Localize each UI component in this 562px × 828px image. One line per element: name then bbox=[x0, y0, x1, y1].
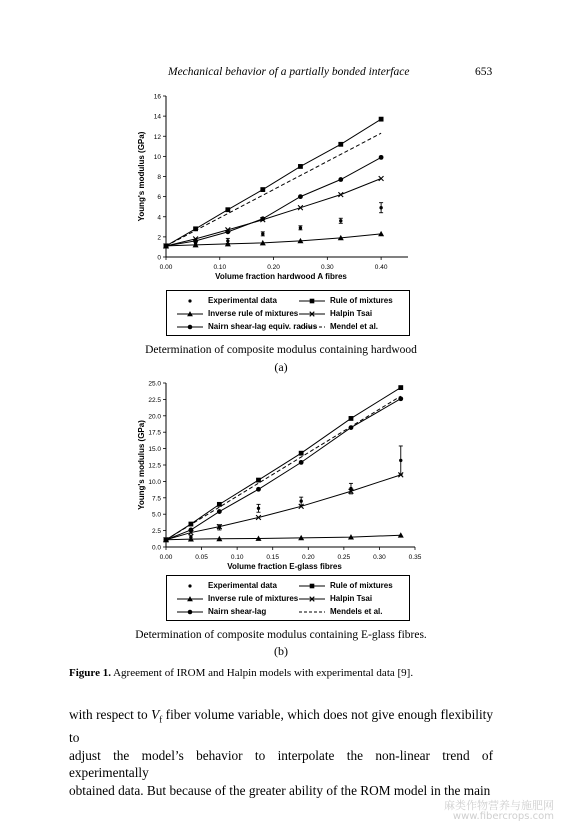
x-tick-label: 0.35 bbox=[408, 554, 422, 561]
series-rule-of-mixtures bbox=[164, 117, 384, 249]
figure-caption-text: Agreement of IROM and Halpin models with experimental data [9]. bbox=[110, 667, 414, 679]
legend-swatch bbox=[297, 594, 327, 604]
y-tick-label: 20.0 bbox=[148, 413, 161, 421]
y-tick-label: 10 bbox=[153, 153, 161, 161]
data-point bbox=[260, 187, 265, 192]
legend-marker bbox=[188, 325, 193, 330]
x-tick-label: 0.20 bbox=[267, 264, 280, 271]
figure-caption bbox=[69, 667, 413, 679]
legend-label: Inverse rule of mixtures bbox=[208, 594, 299, 603]
page-number: 653 bbox=[475, 66, 493, 78]
y-tick-label: 7.5 bbox=[151, 495, 161, 503]
data-point bbox=[349, 425, 354, 430]
series-nairn-shear-lag-equiv-radius bbox=[164, 155, 384, 248]
x-tick-label: 0.30 bbox=[373, 554, 386, 561]
legend-label: Experimental data bbox=[208, 581, 277, 590]
data-point bbox=[226, 239, 229, 242]
x-tick-label: 0.25 bbox=[337, 554, 351, 561]
data-point bbox=[338, 142, 343, 147]
data-point bbox=[379, 176, 384, 181]
y-tick-label: 2 bbox=[157, 234, 161, 242]
data-point bbox=[378, 231, 384, 236]
legend-marker bbox=[310, 584, 315, 589]
legend-label: Halpin Tsai bbox=[330, 309, 373, 318]
legend-swatch bbox=[297, 581, 327, 591]
y-tick-label: 6 bbox=[157, 194, 161, 202]
series-line bbox=[166, 388, 401, 540]
series-mendel-et-al bbox=[166, 133, 381, 246]
series-line bbox=[166, 396, 401, 540]
caption-e-glass: Determination of composite modulus containing E-glass fibres. bbox=[135, 629, 427, 641]
watermark-url: www.fibercrops.com bbox=[452, 811, 554, 822]
figure-label: Figure 1. bbox=[69, 667, 111, 679]
running-title: Mechanical behavior of a partially bonded interface bbox=[168, 66, 410, 78]
y-tick-label: 22.5 bbox=[148, 396, 161, 404]
legend-marker bbox=[188, 610, 193, 615]
y-axis-label: Young's modulus (GPa) bbox=[137, 131, 146, 222]
legend-swatch bbox=[297, 296, 327, 306]
legend-swatch bbox=[297, 607, 327, 617]
y-tick-label: 15.0 bbox=[148, 446, 161, 454]
legend-marker bbox=[310, 299, 315, 304]
legend-marker bbox=[188, 299, 191, 302]
data-point bbox=[261, 232, 264, 235]
data-point bbox=[379, 117, 384, 122]
data-point bbox=[399, 459, 402, 462]
series-inverse-rule-of-mixtures bbox=[163, 532, 404, 542]
data-point bbox=[349, 416, 354, 421]
x-tick-label: 0.10 bbox=[213, 264, 227, 271]
data-point bbox=[298, 194, 303, 199]
series-nairn-shear-lag bbox=[164, 396, 404, 542]
y-tick-label: 14 bbox=[153, 113, 161, 121]
legend-label: Mendels et al. bbox=[330, 607, 383, 616]
y-axis-label: Young's modulus (GPa) bbox=[137, 420, 146, 510]
series-line bbox=[166, 535, 401, 540]
x-tick-label: 0.00 bbox=[159, 264, 173, 271]
x-axis-label: Volume fraction hardwood A fibres bbox=[215, 272, 347, 281]
legend-label: Nairn shear-lag bbox=[208, 607, 267, 616]
data-point bbox=[379, 206, 382, 209]
data-point bbox=[299, 460, 304, 465]
legend-swatch bbox=[175, 309, 205, 319]
y-tick-label: 25.0 bbox=[148, 380, 161, 388]
body-line-3: obtained data. But because of the greater ability of the ROM model in the main bbox=[69, 782, 491, 798]
data-point bbox=[217, 509, 222, 514]
data-point bbox=[349, 487, 352, 490]
chart-hardwood bbox=[0, 86, 562, 286]
legend-label: Rule of mixtures bbox=[330, 296, 393, 305]
data-point bbox=[217, 502, 222, 507]
legend-swatch bbox=[175, 581, 205, 591]
y-tick-label: 8 bbox=[157, 174, 161, 181]
data-point bbox=[338, 177, 343, 182]
data-point bbox=[398, 396, 403, 401]
data-point bbox=[398, 385, 403, 390]
series-line bbox=[166, 119, 381, 246]
data-point bbox=[299, 451, 304, 456]
caption-hardwood: Determination of composite modulus containing hardwood bbox=[145, 344, 417, 356]
legend-swatch bbox=[175, 594, 205, 604]
legend-hardwood bbox=[166, 290, 410, 336]
data-point bbox=[164, 244, 167, 247]
series-rule-of-mixtures bbox=[164, 385, 404, 542]
series-line bbox=[166, 157, 381, 246]
data-point bbox=[256, 487, 261, 492]
data-point bbox=[339, 219, 342, 222]
data-point bbox=[299, 499, 302, 502]
sub-label-a: (a) bbox=[274, 360, 288, 374]
x-tick-label: 0.15 bbox=[266, 554, 280, 561]
legend-label: Inverse rule of mixtures bbox=[208, 309, 299, 318]
y-tick-label: 12 bbox=[153, 133, 161, 141]
x-tick-label: 0.00 bbox=[159, 554, 173, 561]
y-tick-label: 12.5 bbox=[148, 462, 161, 470]
sub-label-b: (b) bbox=[274, 644, 288, 658]
x-tick-label: 0.05 bbox=[195, 554, 208, 561]
data-point bbox=[218, 526, 221, 529]
y-tick-label: 0.0 bbox=[151, 544, 161, 552]
legend-label: Nairn shear-lag equiv. radius bbox=[208, 322, 318, 331]
page-header bbox=[0, 66, 562, 82]
series-mendels-et-al bbox=[166, 396, 401, 540]
watermark-cn: 麻类作物营养与施肥网 bbox=[444, 799, 554, 812]
body-paragraph bbox=[69, 706, 493, 799]
y-tick-label: 17.5 bbox=[148, 429, 161, 437]
data-point bbox=[379, 155, 384, 160]
x-axis-label: Volume fraction E-glass fibres bbox=[227, 562, 342, 571]
data-point bbox=[299, 226, 302, 229]
y-tick-label: 16 bbox=[153, 93, 161, 101]
y-tick-label: 2.5 bbox=[151, 528, 161, 536]
legend-swatch bbox=[175, 607, 205, 617]
body-line-2: adjust the model’s behavior to interpolate the non-linear trend of experimentally bbox=[69, 747, 493, 781]
x-tick-label: 0.10 bbox=[230, 554, 244, 561]
legend-swatch bbox=[297, 309, 327, 319]
data-point bbox=[298, 164, 303, 169]
series-experimental-data bbox=[164, 446, 403, 542]
legend-swatch bbox=[175, 322, 205, 332]
y-tick-label: 5.0 bbox=[151, 511, 161, 519]
legend-label: Experimental data bbox=[208, 296, 277, 305]
chart-e-glass bbox=[0, 374, 562, 574]
legend-e-glass bbox=[166, 575, 410, 621]
legend-label: Halpin Tsai bbox=[330, 594, 373, 603]
legend-label: Mendel et al. bbox=[330, 322, 379, 331]
y-tick-label: 10.0 bbox=[148, 478, 161, 486]
data-point bbox=[257, 507, 260, 510]
data-point bbox=[194, 242, 197, 245]
data-point bbox=[164, 538, 167, 541]
x-tick-label: 0.20 bbox=[301, 554, 315, 561]
series-line bbox=[166, 475, 401, 540]
legend-swatch bbox=[175, 296, 205, 306]
body-line-1: with respect to $V_f$ fiber volume variable, which does not give enough flexibility to bbox=[69, 707, 493, 746]
data-point bbox=[298, 205, 303, 210]
legend-label: Rule of mixtures bbox=[330, 581, 393, 590]
data-point bbox=[189, 535, 192, 538]
x-tick-label: 0.30 bbox=[321, 264, 334, 271]
data-point bbox=[225, 207, 230, 212]
legend-swatch bbox=[297, 322, 327, 332]
legend-marker bbox=[188, 584, 191, 587]
x-tick-label: 0.40 bbox=[374, 264, 388, 271]
series-halpin-tsai bbox=[164, 472, 404, 542]
data-point bbox=[338, 192, 343, 197]
y-tick-label: 0 bbox=[157, 254, 161, 262]
series-line bbox=[166, 133, 381, 246]
y-tick-label: 4 bbox=[157, 214, 161, 222]
